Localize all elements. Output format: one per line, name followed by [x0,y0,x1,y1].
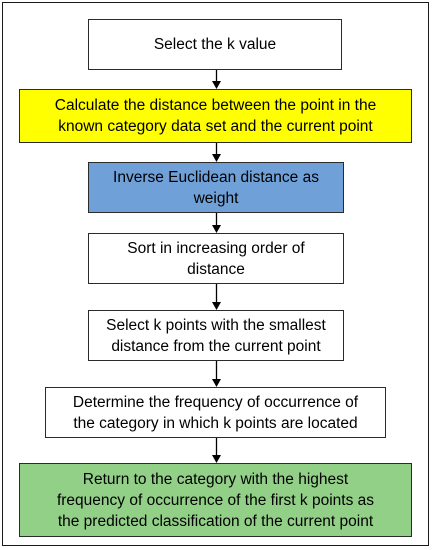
arrow-4 [212,284,221,310]
arrow-1 [212,70,221,89]
step-calculate-distance-line-2: known category data set and the current point [58,118,373,135]
step-determine-frequency-line-2: the category in which k points are located [73,414,358,432]
step-return-category-line-2: frequency of occurrence of the first k points as [56,491,375,509]
step-sort-distance-line-2: distance [187,260,245,278]
step-return-category-line-1: Return to the category with the highest [82,470,349,488]
step-determine-frequency-line-1: Determine the frequency of occurrence of [72,393,359,411]
step-return-category-line-3: the predicted classification of the current point [57,512,374,530]
step-select-k-points [88,310,344,361]
arrow-3 [212,213,221,233]
arrow-6 [212,438,221,463]
step-select-k-points-line-1: Select k points with the smallest [106,316,326,334]
step-return-category [19,463,412,537]
step-sort-distance [88,233,344,284]
step-calculate-distance [19,89,412,143]
step-inverse-euclidean-weight-line-2: weight [193,189,239,207]
step-inverse-euclidean-weight-line-1: Inverse Euclidean distance as [113,168,319,186]
arrow-5 [212,361,221,387]
step-select-k-points-line-2: distance from the current point [111,337,321,355]
step-determine-frequency [45,387,386,438]
step-sort-distance-line-1: Sort in increasing order of [127,239,305,257]
step-inverse-euclidean-weight [88,162,344,213]
arrow-2 [212,143,221,162]
step-calculate-distance-line-1: Calculate the distance between the point in the [54,97,377,114]
step-select-k-line-1: Select the k value [153,36,277,53]
step-select-k [88,19,342,70]
